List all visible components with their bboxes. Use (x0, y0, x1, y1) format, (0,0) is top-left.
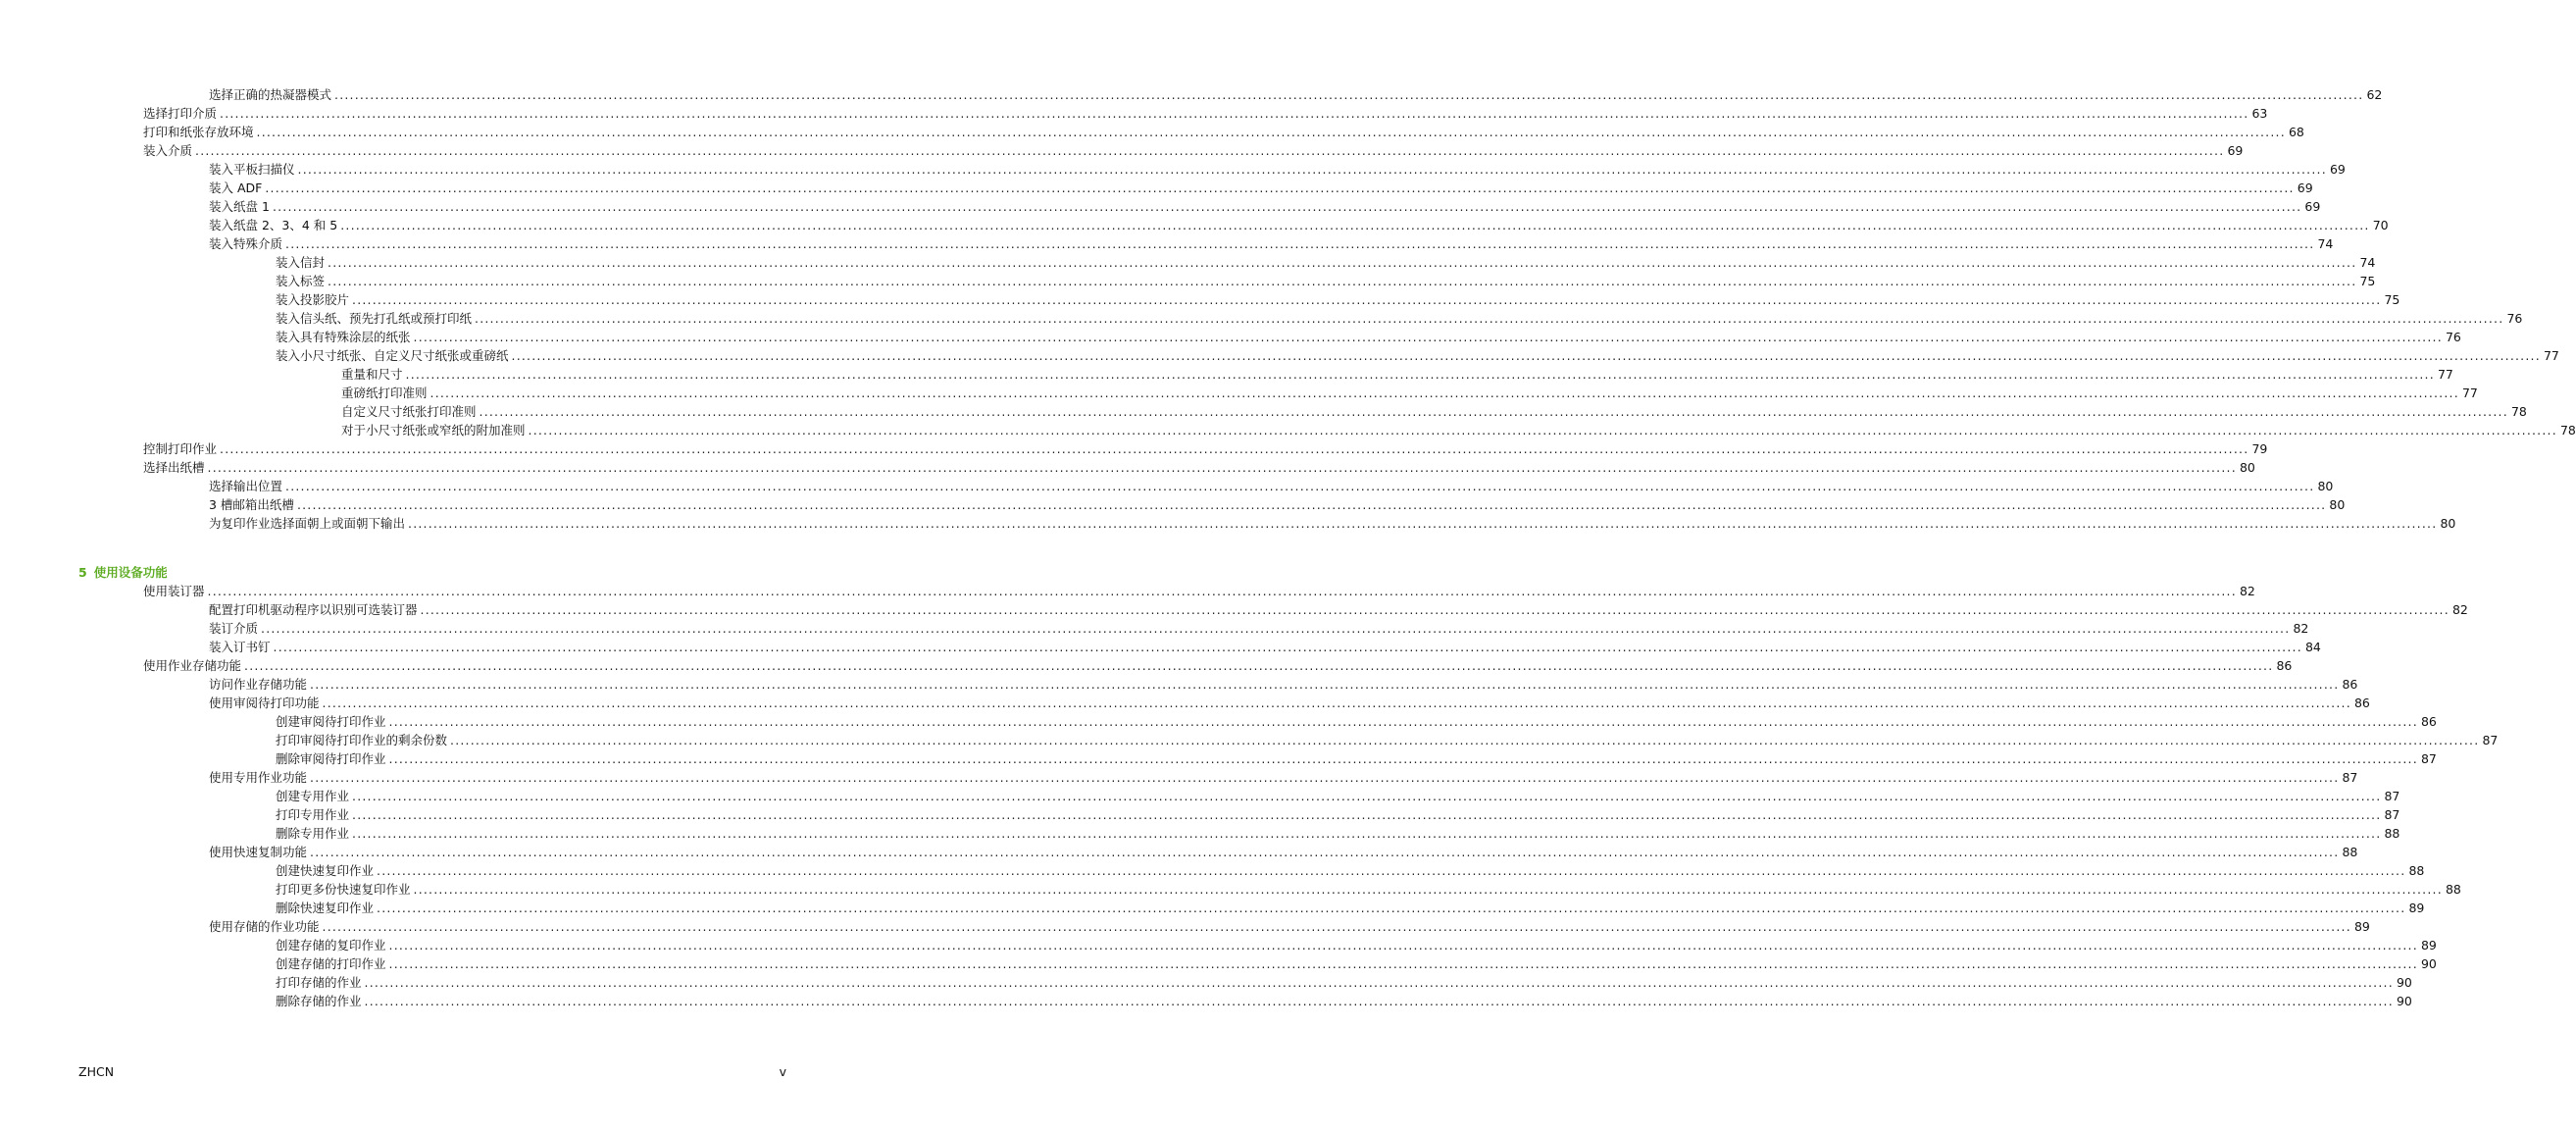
toc-entry-page: 77 (2543, 348, 2559, 363)
toc-entry-title: 配置打印机驱动程序以识别可选装订器 (209, 602, 418, 617)
toc-entry-title: 装入纸盘 1 (209, 199, 270, 214)
toc-entry-page: 80 (2440, 516, 2456, 531)
footer-page-number: v (779, 1064, 786, 1079)
dot-leader: ................................................................................................................................................................................................................................................................................................................................................................................................................ (220, 106, 2249, 121)
dot-leader: ................................................................................................................................................................................................................................................................................................................................................................................................................ (475, 311, 2504, 326)
toc-entry-title: 装入信封 (276, 255, 326, 270)
toc-entry[interactable] (209, 197, 2321, 216)
toc-entry[interactable] (209, 768, 2358, 787)
toc-entry[interactable] (341, 365, 2453, 384)
dot-leader: ................................................................................................................................................................................................................................................................................................................................................................................................................ (413, 330, 2443, 344)
toc-entry[interactable] (209, 917, 2370, 936)
dot-leader: ................................................................................................................................................................................................................................................................................................................................................................................................................ (195, 143, 2225, 158)
toc-entry-page: 87 (2342, 770, 2358, 785)
toc-entry[interactable] (143, 458, 2255, 477)
dot-leader: ................................................................................................................................................................................................................................................................................................................................................................................................................ (479, 404, 2508, 419)
dot-leader: ................................................................................................................................................................................................................................................................................................................................................................................................................ (528, 423, 2557, 438)
toc-entry[interactable] (276, 253, 2376, 272)
toc-entry-title: 3 槽邮箱出纸槽 (209, 497, 294, 512)
toc-entry-title: 删除专用作业 (276, 826, 350, 841)
toc-entry[interactable] (209, 619, 2309, 638)
toc-entry[interactable] (341, 384, 2478, 402)
toc-entry-page: 70 (2372, 218, 2389, 232)
chapter-title: 使用设备功能 (93, 565, 168, 580)
toc-entry-page: 69 (2304, 199, 2321, 214)
toc-entry-title: 装入平板扫描仪 (209, 162, 295, 177)
dot-leader: ................................................................................................................................................................................................................................................................................................................................................................................................................ (285, 236, 2315, 251)
toc-entry-title: 装入信头纸、预先打孔纸或预打印纸 (276, 311, 473, 326)
toc-entry[interactable] (209, 694, 2370, 712)
dot-leader: ................................................................................................................................................................................................................................................................................................................................................................................................................ (328, 255, 2357, 270)
toc-entry-title: 创建快速复印作业 (276, 863, 375, 878)
toc-entry-page: 74 (2359, 255, 2376, 270)
toc-entry-title: 装入标签 (276, 274, 326, 288)
toc-entry[interactable] (276, 899, 2425, 917)
dot-leader: ................................................................................................................................................................................................................................................................................................................................................................................................................ (413, 882, 2443, 897)
dot-leader: ................................................................................................................................................................................................................................................................................................................................................................................................................ (405, 367, 2435, 382)
dot-leader: ................................................................................................................................................................................................................................................................................................................................................................................................................ (256, 125, 2286, 139)
toc-entry[interactable] (276, 731, 2499, 749)
toc-entry-title: 装入介质 (143, 143, 193, 158)
toc-entry-page: 80 (2239, 460, 2255, 475)
toc-entry-title: 装入投影胶片 (276, 292, 350, 307)
toc-entry-title: 装入 ADF (209, 180, 263, 195)
toc-entry[interactable] (209, 179, 2313, 197)
toc-entry-title: 对于小尺寸纸张或窄纸的附加准则 (341, 423, 526, 438)
toc-entry-page: 87 (2482, 733, 2499, 747)
dot-leader: ................................................................................................................................................................................................................................................................................................................................................................................................................ (352, 826, 2382, 841)
toc-entry-page: 76 (2445, 330, 2461, 344)
chapter-heading[interactable] (78, 563, 168, 582)
toc-entry-title: 访问作业存储功能 (209, 677, 308, 692)
toc-entry-title: 使用审阅待打印功能 (209, 695, 320, 710)
dot-leader: ................................................................................................................................................................................................................................................................................................................................................................................................................ (377, 863, 2406, 878)
toc-entry[interactable] (276, 346, 2559, 365)
toc-entry[interactable] (276, 290, 2400, 309)
dot-leader: ................................................................................................................................................................................................................................................................................................................................................................................................................ (511, 348, 2541, 363)
dot-leader: ................................................................................................................................................................................................................................................................................................................................................................................................................ (273, 640, 2302, 654)
toc-entry-title: 使用存储的作业功能 (209, 919, 320, 934)
toc-entry-title: 装入具有特殊涂层的纸张 (276, 330, 411, 344)
dot-leader: ................................................................................................................................................................................................................................................................................................................................................................................................................ (328, 274, 2357, 288)
toc-entry[interactable] (209, 638, 2321, 656)
dot-leader: ................................................................................................................................................................................................................................................................................................................................................................................................................ (388, 938, 2418, 953)
toc-entry[interactable] (209, 495, 2346, 514)
toc-entry-title: 创建专用作业 (276, 789, 350, 803)
toc-entry-title: 打印更多份快速复印作业 (276, 882, 411, 897)
toc-entry-page: 75 (2359, 274, 2376, 288)
toc-entry-page: 82 (2293, 621, 2309, 636)
toc-entry-title: 创建存储的复印作业 (276, 938, 386, 953)
dot-leader: ................................................................................................................................................................................................................................................................................................................................................................................................................ (334, 87, 2364, 102)
dot-leader: ................................................................................................................................................................................................................................................................................................................................................................................................................ (244, 658, 2274, 673)
dot-leader: ................................................................................................................................................................................................................................................................................................................................................................................................................ (207, 584, 2237, 598)
toc-entry-page: 77 (2461, 386, 2478, 400)
toc-entry[interactable] (143, 141, 2244, 160)
toc-entry[interactable] (276, 954, 2437, 973)
toc-entry[interactable] (209, 234, 2334, 253)
toc-entry[interactable] (276, 973, 2412, 992)
toc-entry-title: 选择出纸槽 (143, 460, 205, 475)
toc-entry[interactable] (276, 880, 2461, 899)
toc-entry-title: 装入小尺寸纸张、自定义尺寸纸张或重磅纸 (276, 348, 509, 363)
toc-entry[interactable] (209, 477, 2334, 495)
dot-leader: ................................................................................................................................................................................................................................................................................................................................................................................................................ (310, 770, 2340, 785)
toc-entry-page: 89 (2408, 901, 2425, 915)
toc-entry-page: 90 (2420, 956, 2437, 971)
toc-entry[interactable] (276, 805, 2400, 824)
dot-leader: ................................................................................................................................................................................................................................................................................................................................................................................................................ (364, 975, 2394, 990)
toc-entry[interactable] (276, 309, 2523, 328)
toc-entry-page: 88 (2445, 882, 2461, 897)
toc-entry-title: 装入订书钉 (209, 640, 271, 654)
dot-leader: ................................................................................................................................................................................................................................................................................................................................................................................................................ (296, 497, 2327, 512)
toc-entry[interactable] (276, 861, 2425, 880)
dot-leader: ................................................................................................................................................................................................................................................................................................................................................................................................................ (272, 199, 2302, 214)
toc-entry-title: 使用专用作业功能 (209, 770, 308, 785)
chapter-number: 5 (78, 565, 87, 580)
toc-entry-title: 打印专用作业 (276, 807, 350, 822)
toc-entry[interactable] (143, 582, 2255, 600)
dot-leader: ................................................................................................................................................................................................................................................................................................................................................................................................................ (310, 845, 2340, 859)
toc-entry-title: 装入特殊介质 (209, 236, 283, 251)
toc-entry-page: 69 (2329, 162, 2346, 177)
toc-entry-page: 88 (2408, 863, 2425, 878)
toc-entry[interactable] (143, 123, 2304, 141)
toc-entry-title: 重量和尺寸 (341, 367, 403, 382)
toc-entry[interactable] (276, 712, 2437, 731)
toc-entry[interactable] (276, 936, 2437, 954)
toc-entry-page: 69 (2297, 180, 2313, 195)
toc-entry-title: 删除快速复印作业 (276, 901, 375, 915)
dot-leader: ................................................................................................................................................................................................................................................................................................................................................................................................................ (352, 292, 2382, 307)
toc-entry-page: 74 (2317, 236, 2334, 251)
toc-entry-page: 86 (2353, 695, 2370, 710)
dot-leader: ................................................................................................................................................................................................................................................................................................................................................................................................................ (322, 919, 2351, 934)
toc-entry-page: 86 (2420, 714, 2437, 729)
toc-entry-page: 77 (2437, 367, 2453, 382)
toc-entry[interactable] (276, 272, 2376, 290)
toc-entry[interactable] (209, 160, 2346, 179)
toc-entry-title: 创建存储的打印作业 (276, 956, 386, 971)
toc-entry-page: 69 (2227, 143, 2244, 158)
toc-entry-title: 选择正确的热凝器模式 (209, 87, 332, 102)
dot-leader: ................................................................................................................................................................................................................................................................................................................................................................................................................ (429, 386, 2459, 400)
dot-leader: ................................................................................................................................................................................................................................................................................................................................................................................................................ (388, 714, 2418, 729)
toc-entry-title: 打印审阅待打印作业的剩余份数 (276, 733, 448, 747)
dot-leader: ................................................................................................................................................................................................................................................................................................................................................................................................................ (377, 901, 2406, 915)
toc-entry[interactable] (341, 421, 2576, 439)
toc-entry-title: 删除存储的作业 (276, 994, 362, 1008)
toc-entry[interactable] (276, 824, 2400, 843)
toc-entry-title: 重磅纸打印准则 (341, 386, 428, 400)
toc-entry-title: 选择打印介质 (143, 106, 218, 121)
toc-entry-title: 控制打印作业 (143, 441, 218, 456)
toc-entry-page: 68 (2288, 125, 2304, 139)
toc-entry-page: 76 (2506, 311, 2523, 326)
dot-leader: ................................................................................................................................................................................................................................................................................................................................................................................................................ (388, 956, 2418, 971)
toc-entry-page: 63 (2251, 106, 2268, 121)
toc-entry-title: 装订介质 (209, 621, 259, 636)
toc-entry[interactable] (143, 656, 2293, 675)
dot-leader: ................................................................................................................................................................................................................................................................................................................................................................................................................ (352, 789, 2382, 803)
toc-entry-page: 86 (2276, 658, 2293, 673)
dot-leader: ................................................................................................................................................................................................................................................................................................................................................................................................................ (310, 677, 2340, 692)
dot-leader: ................................................................................................................................................................................................................................................................................................................................................................................................................ (265, 180, 2295, 195)
toc-entry[interactable] (276, 992, 2412, 1010)
toc-entry[interactable] (209, 514, 2456, 533)
dot-leader: ................................................................................................................................................................................................................................................................................................................................................................................................................ (322, 695, 2351, 710)
toc-entry-page: 87 (2384, 789, 2400, 803)
toc-entry-title: 打印存储的作业 (276, 975, 362, 990)
toc-entry-page: 62 (2366, 87, 2383, 102)
toc-entry[interactable] (209, 600, 2468, 619)
toc-entry-page: 90 (2396, 994, 2412, 1008)
dot-leader: ................................................................................................................................................................................................................................................................................................................................................................................................................ (207, 460, 2237, 475)
toc-entry-page: 87 (2420, 751, 2437, 766)
toc-entry-page: 88 (2384, 826, 2400, 841)
dot-leader: ................................................................................................................................................................................................................................................................................................................................................................................................................ (364, 994, 2394, 1008)
toc-entry-title: 使用快速复制功能 (209, 845, 308, 859)
dot-leader: ................................................................................................................................................................................................................................................................................................................................................................................................................ (261, 621, 2291, 636)
dot-leader: ................................................................................................................................................................................................................................................................................................................................................................................................................ (352, 807, 2382, 822)
toc-entry[interactable] (209, 85, 2383, 104)
dot-leader: ................................................................................................................................................................................................................................................................................................................................................................................................................ (408, 516, 2438, 531)
toc-entry[interactable] (143, 104, 2268, 123)
toc-entry-page: 84 (2304, 640, 2321, 654)
toc-entry-title: 使用装订器 (143, 584, 205, 598)
toc-entry[interactable] (276, 787, 2400, 805)
toc-entry-title: 自定义尺寸纸张打印准则 (341, 404, 477, 419)
toc-entry-page: 80 (2329, 497, 2346, 512)
toc-entry-title: 打印和纸张存放环境 (143, 125, 254, 139)
toc-entry-page: 87 (2384, 807, 2400, 822)
toc-entry[interactable] (209, 843, 2358, 861)
footer-locale: ZHCN (78, 1064, 115, 1079)
toc-entry[interactable] (209, 675, 2358, 694)
dot-leader: ................................................................................................................................................................................................................................................................................................................................................................................................................ (388, 751, 2418, 766)
toc-entry-title: 装入纸盘 2、3、4 和 5 (209, 218, 338, 232)
dot-leader: ................................................................................................................................................................................................................................................................................................................................................................................................................ (340, 218, 2370, 232)
dot-leader: ................................................................................................................................................................................................................................................................................................................................................................................................................ (450, 733, 2480, 747)
toc-entry-page: 89 (2353, 919, 2370, 934)
toc-entry[interactable] (209, 216, 2389, 234)
toc-entry-title: 选择输出位置 (209, 479, 283, 493)
toc-entry-page: 80 (2317, 479, 2334, 493)
toc-entry-page: 79 (2251, 441, 2268, 456)
toc-entry[interactable] (143, 439, 2268, 458)
toc-entry[interactable] (276, 328, 2461, 346)
toc-entry-title: 删除审阅待打印作业 (276, 751, 386, 766)
toc-entry-page: 89 (2420, 938, 2437, 953)
toc-entry-page: 82 (2239, 584, 2255, 598)
dot-leader: ................................................................................................................................................................................................................................................................................................................................................................................................................ (220, 441, 2249, 456)
toc-entry-page: 90 (2396, 975, 2412, 990)
toc-entry-title: 创建审阅待打印作业 (276, 714, 386, 729)
toc-entry-page: 88 (2342, 845, 2358, 859)
toc-entry-page: 82 (2451, 602, 2468, 617)
toc-entry[interactable] (341, 402, 2527, 421)
toc-entry-page: 75 (2384, 292, 2400, 307)
toc-entry-page: 78 (2559, 423, 2576, 438)
toc-entry-page: 78 (2510, 404, 2527, 419)
dot-leader: ................................................................................................................................................................................................................................................................................................................................................................................................................ (297, 162, 2327, 177)
toc-entry-page: 86 (2342, 677, 2358, 692)
dot-leader: ................................................................................................................................................................................................................................................................................................................................................................................................................ (420, 602, 2450, 617)
toc-entry-title: 为复印作业选择面朝上或面朝下输出 (209, 516, 406, 531)
dot-leader: ................................................................................................................................................................................................................................................................................................................................................................................................................ (285, 479, 2315, 493)
toc-entry-title: 使用作业存储功能 (143, 658, 242, 673)
toc-entry[interactable] (276, 749, 2437, 768)
